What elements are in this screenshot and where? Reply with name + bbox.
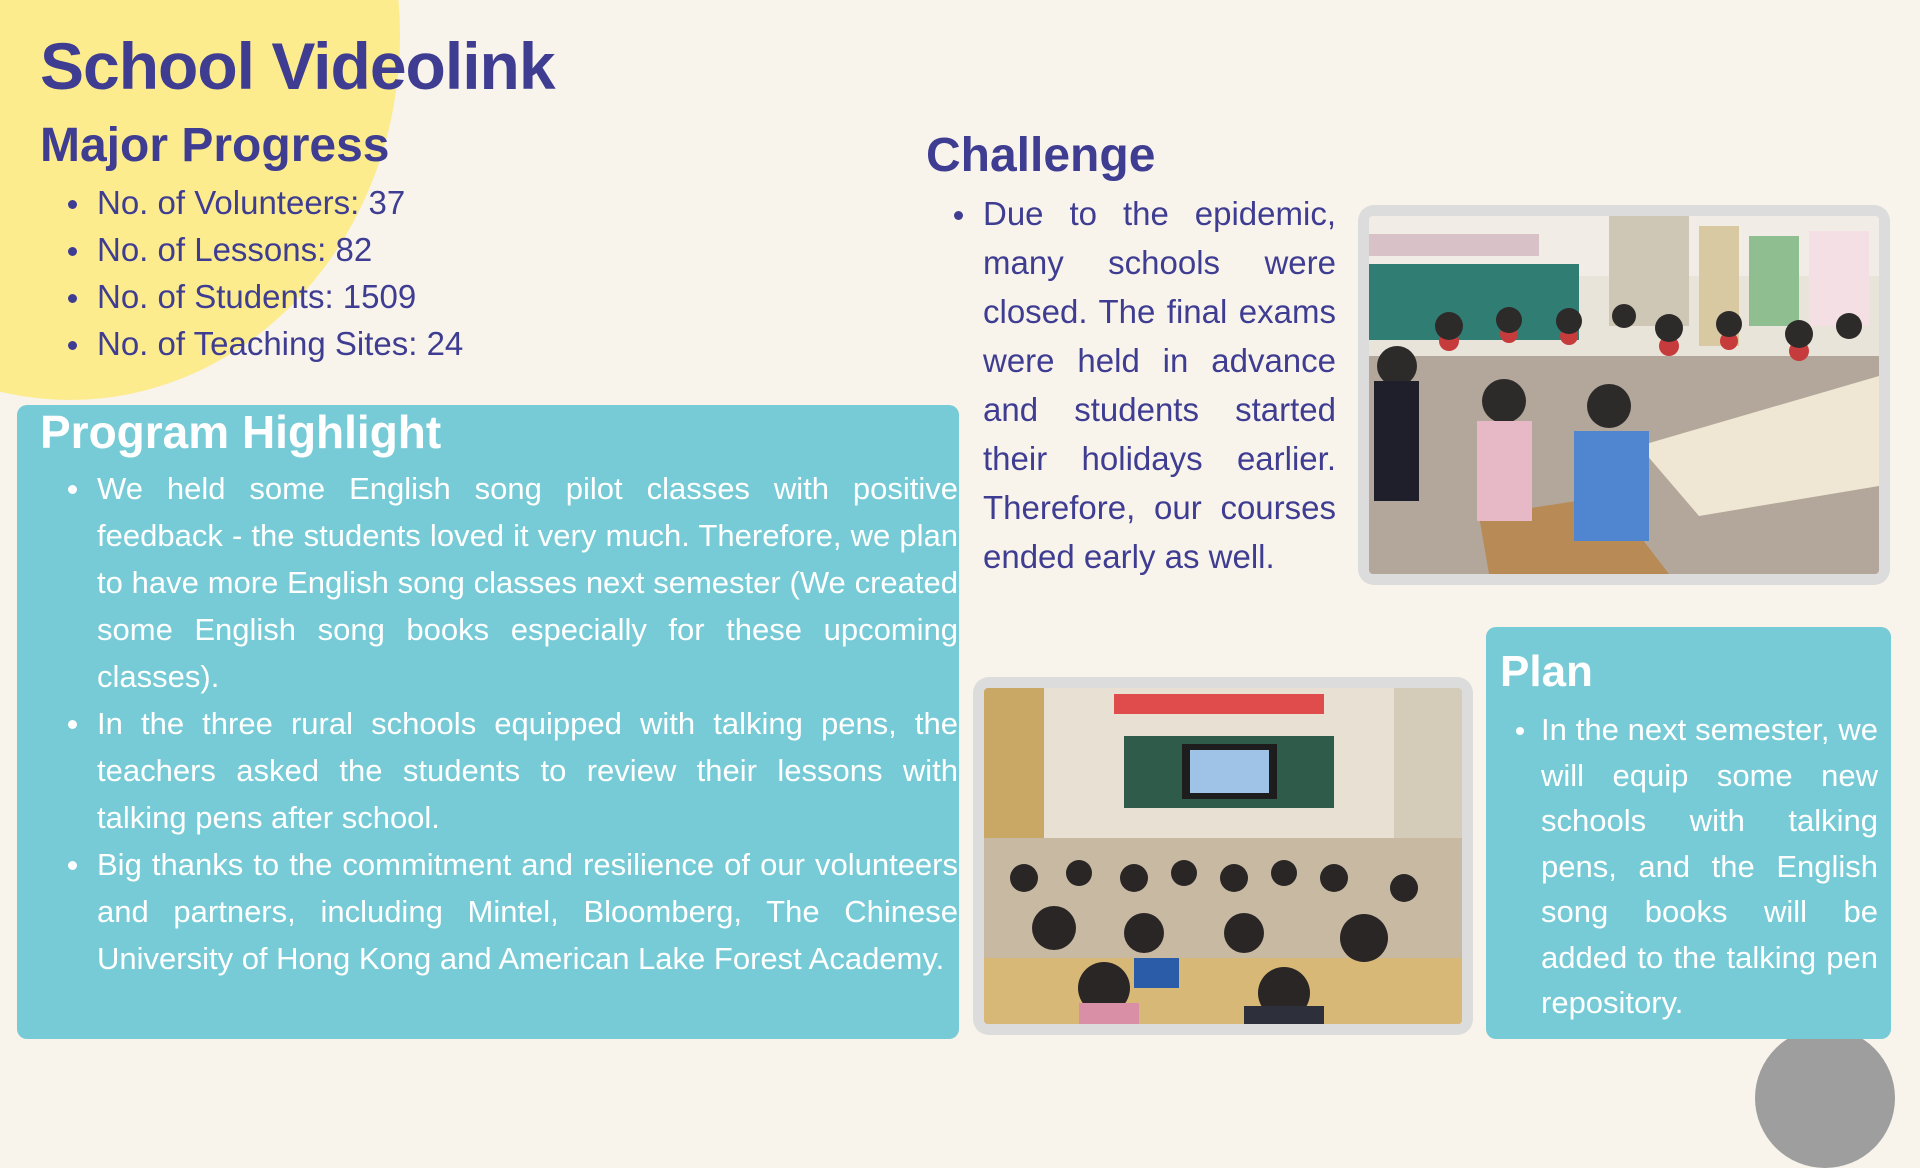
program-highlight-list [40,465,958,982]
highlight-item: We held some English song pilot classes with positive feedback - the students loved it very much. Therefore, we plan to have more English song classes next semester (We created some English song books especially for these upcoming classes). [40,465,958,700]
major-progress-section [40,118,740,367]
progress-item-teaching-sites: No. of Teaching Sites: 24 [40,320,740,367]
program-highlight-heading: Program Highlight [40,406,442,458]
progress-item-students: No. of Students: 1509 [40,273,740,320]
challenge-section [926,128,1336,581]
major-progress-list [40,179,740,367]
plan-item: In the next semester, we will equip some new schools with talking pens, and the English song books will be added to the talking pen repository. [1500,707,1878,1026]
progress-item-volunteers: No. of Volunteers: 37 [40,179,740,226]
challenge-heading: Challenge [926,129,1156,182]
highlight-item: In the three rural schools equipped with talking pens, the teachers asked the students to review their lessons with talking pens after school. [40,700,958,841]
plan-panel [1486,627,1891,1039]
classroom-photo-videolink [973,677,1473,1035]
highlight-item: Big thanks to the commitment and resilience of our volunteers and partners, including Mintel, Bloomberg, The Chinese University of Hong Kong and American Lake Forest Academy. [40,841,958,982]
page-title: School Videolink [40,29,555,103]
classroom-videolink-illustration [984,688,1462,1024]
challenge-list [926,189,1336,581]
program-highlight-panel [17,405,959,1039]
classroom-photo-students [1358,205,1890,585]
progress-item-lessons: No. of Lessons: 82 [40,226,740,273]
plan-heading: Plan [1500,647,1593,696]
plan-list [1500,707,1878,1026]
decorative-gray-circle [1755,1028,1895,1168]
classroom-photo-illustration [1369,216,1879,574]
challenge-item: Due to the epidemic, many schools were closed. The final exams were held in advance and students started their holidays earlier. Therefore, our courses ended early as well. [926,189,1336,581]
major-progress-heading: Major Progress [40,119,390,172]
